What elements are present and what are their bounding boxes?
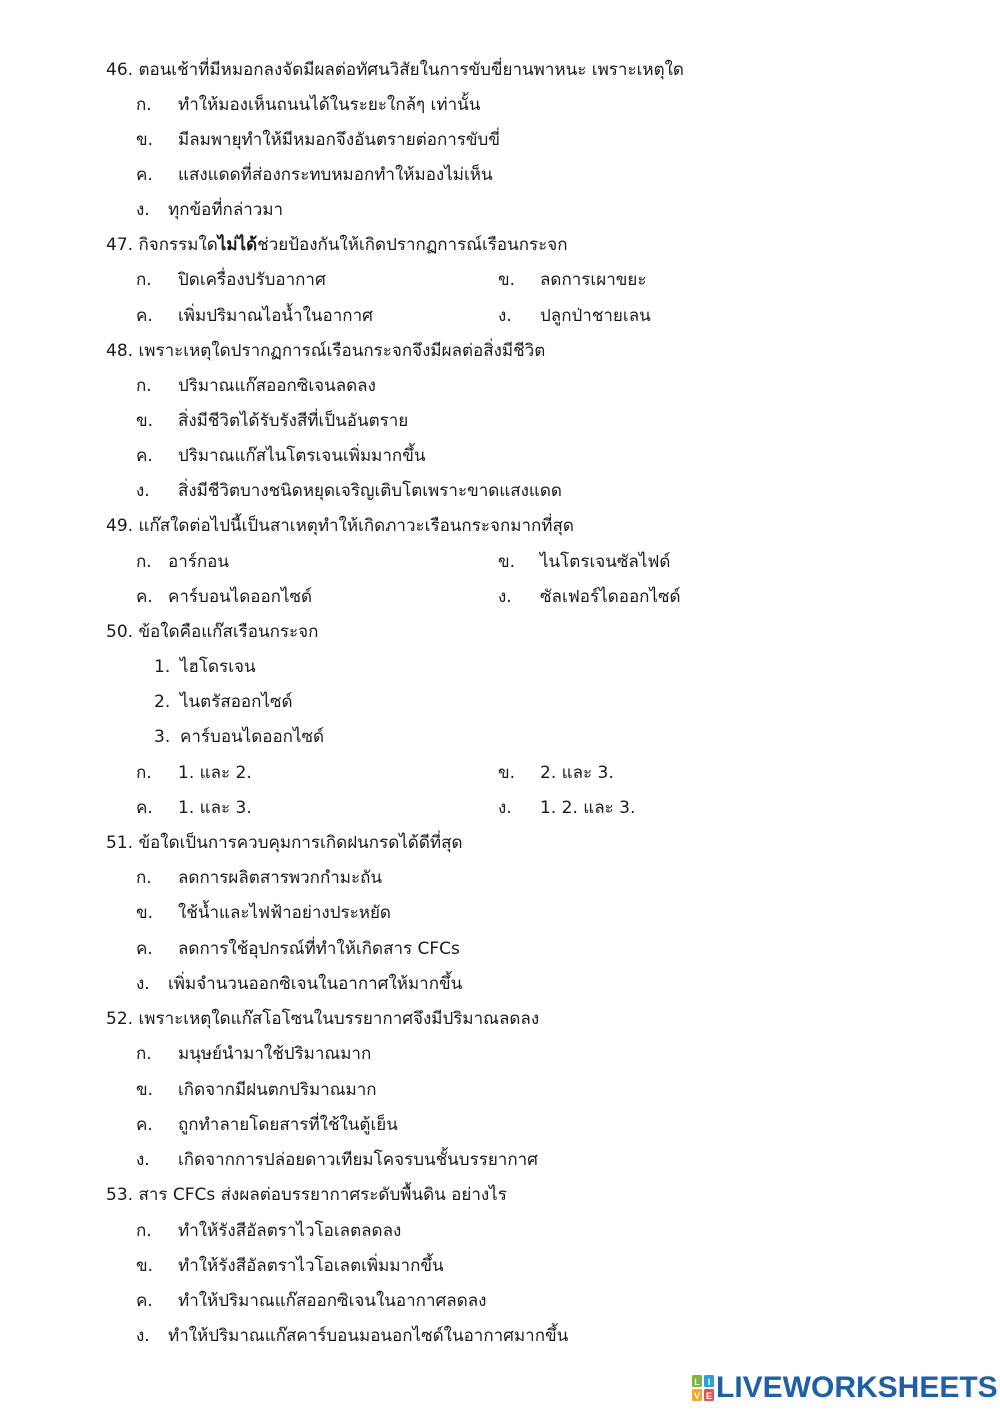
option-text: สิ่งมีชีวิตบางชนิดหยุดเจริญเติบโตเพราะขาดแสงแดด — [178, 481, 562, 501]
list-item-50-1 — [154, 656, 256, 678]
item-text: ไฮโดรเจน — [180, 657, 256, 677]
option-50-b[interactable] — [498, 762, 614, 784]
list-item-50-2 — [154, 691, 293, 713]
option-text: แสงแดดที่ส่องกระทบหมอกทำให้มองไม่เห็น — [178, 165, 493, 185]
option-label: ก. — [136, 763, 152, 783]
option-text: ทำให้รังสีอัลตราไวโอเลตลดลง — [178, 1221, 402, 1241]
item-label: 3. — [154, 727, 171, 747]
option-label: ก. — [136, 376, 152, 396]
option-label: ค. — [136, 306, 153, 326]
option-label: ค. — [136, 1115, 153, 1135]
option-text: สิ่งมีชีวิตได้รับรังสีที่เป็นอันตราย — [178, 411, 409, 431]
option-52-d[interactable] — [136, 1149, 538, 1171]
option-text: ซัลเฟอร์ไดออกไซด์ — [540, 587, 681, 607]
option-label: ค. — [136, 798, 153, 818]
option-53-d[interactable] — [136, 1325, 568, 1347]
option-label: ข. — [136, 1080, 154, 1100]
option-label: ก. — [136, 552, 152, 572]
option-46-a[interactable] — [136, 94, 480, 116]
question-51: 51. ข้อใดเป็นการควบคุมการเกิดฝนกรดได้ดีที่สุด — [106, 833, 463, 853]
option-label: ก. — [136, 270, 152, 290]
option-50-d[interactable] — [498, 797, 635, 819]
option-text: อาร์กอน — [168, 552, 230, 572]
option-50-c[interactable] — [136, 797, 252, 819]
option-46-b[interactable] — [136, 129, 500, 151]
option-label: ข. — [498, 270, 516, 290]
question-48: 48. เพราะเหตุใดปรากฏการณ์เรือนกระจกจึงมีผลต่อสิ่งมีชีวิต — [106, 341, 546, 361]
svg-text:I: I — [707, 1377, 711, 1387]
option-text: 1. และ 3. — [178, 798, 252, 818]
option-text: ถูกทำลายโดยสารที่ใช้ในตู้เย็น — [178, 1115, 398, 1135]
option-51-a[interactable] — [136, 867, 382, 889]
item-text: คาร์บอนไดออกไซด์ — [180, 727, 325, 747]
option-48-c[interactable] — [136, 445, 425, 467]
option-47-c[interactable] — [136, 305, 373, 327]
question-text: ช่วยป้องกันให้เกิดปรากฏการณ์เรือนกระจก — [257, 235, 568, 255]
option-label: ข. — [498, 763, 516, 783]
option-text: ใช้น้ำและไฟฟ้าอย่างประหยัด — [178, 903, 391, 923]
option-text: ปิดเครื่องปรับอากาศ — [178, 270, 326, 290]
option-52-c[interactable] — [136, 1114, 398, 1136]
option-46-d[interactable] — [136, 199, 283, 221]
option-text: มนุษย์นำมาใช้ปริมาณมาก — [178, 1044, 372, 1064]
option-label: ค. — [136, 1291, 153, 1311]
option-label: ค. — [136, 939, 153, 959]
option-53-b[interactable] — [136, 1255, 444, 1277]
option-text: 1. 2. และ 3. — [540, 798, 636, 818]
option-49-a[interactable] — [136, 551, 229, 573]
option-label: ข. — [136, 903, 154, 923]
option-text: ไนโตรเจนซัลไฟด์ — [540, 552, 671, 572]
option-label: ค. — [136, 446, 153, 466]
option-text: เพิ่มปริมาณไอน้ำในอากาศ — [178, 306, 373, 326]
option-text: ทำให้ปริมาณแก๊สคาร์บอนมอนอกไซด์ในอากาศมากขึ้น — [168, 1326, 569, 1346]
option-51-d[interactable] — [136, 973, 462, 995]
question-50: 50. ข้อใดคือแก๊สเรือนกระจก — [106, 622, 319, 642]
option-label: ก. — [136, 1044, 152, 1064]
question-text: 47. กิจกรรมใด — [106, 235, 218, 255]
option-label: ข. — [498, 552, 516, 572]
question-47 — [106, 234, 568, 256]
option-label: ง. — [136, 481, 150, 501]
option-text: ลดการผลิตสารพวกกำมะถัน — [178, 868, 383, 888]
option-text: ทำให้ปริมาณแก๊สออกซิเจนในอากาศลดลง — [178, 1291, 487, 1311]
question-53: 53. สาร CFCs ส่งผลต่อบรรยากาศระดับพื้นดิน อย่างไร — [106, 1185, 507, 1205]
option-label: ก. — [136, 1221, 152, 1241]
option-label: ง. — [498, 587, 512, 607]
option-53-a[interactable] — [136, 1220, 401, 1242]
svg-text:E: E — [705, 1391, 713, 1401]
item-label: 2. — [154, 692, 171, 712]
option-text: มีลมพายุทำให้มีหมอกจึงอันตรายต่อการขับขี่ — [178, 130, 500, 150]
option-49-b[interactable] — [498, 551, 670, 573]
liveworksheets-logo-icon — [692, 1375, 714, 1401]
liveworksheets-logo — [692, 1373, 998, 1403]
option-52-b[interactable] — [136, 1079, 377, 1101]
question-46: 46. ตอนเช้าที่มีหมอกลงจัดมีผลต่อทัศนวิสัยในการขับขี่ยานพาหนะ เพราะเหตุใด — [106, 60, 684, 80]
list-item-50-3 — [154, 726, 324, 748]
logo-wordmark: LIVEWORKSHEETS — [716, 1371, 998, 1404]
option-text: 2. และ 3. — [540, 763, 614, 783]
option-47-d[interactable] — [498, 305, 651, 327]
option-label: ง. — [136, 974, 150, 994]
option-51-b[interactable] — [136, 902, 391, 924]
option-48-d[interactable] — [136, 480, 562, 502]
option-text: ลดการเผาขยะ — [540, 270, 647, 290]
option-text: เกิดจากการปล่อยดาวเทียมโคจรบนชั้นบรรยากาศ — [178, 1150, 538, 1170]
option-48-a[interactable] — [136, 375, 376, 397]
option-49-d[interactable] — [498, 586, 681, 608]
question-emphasis: ไม่ได้ — [217, 235, 258, 255]
option-text: ลดการใช้อุปกรณ์ที่ทำให้เกิดสาร CFCs — [178, 939, 460, 959]
option-46-c[interactable] — [136, 164, 493, 186]
option-50-a[interactable] — [136, 762, 252, 784]
option-text: ปลูกป่าชายเลน — [540, 306, 651, 326]
option-label: ค. — [136, 165, 153, 185]
option-label: ง. — [136, 1326, 150, 1346]
option-text: ปริมาณแก๊สออกซิเจนลดลง — [178, 376, 376, 396]
option-47-b[interactable] — [498, 269, 646, 291]
option-49-c[interactable] — [136, 586, 312, 608]
option-label: ข. — [136, 130, 154, 150]
option-label: ก. — [136, 868, 152, 888]
option-48-b[interactable] — [136, 410, 408, 432]
option-53-c[interactable] — [136, 1290, 486, 1312]
svg-text:V: V — [693, 1391, 701, 1401]
option-text: ทำให้มองเห็นถนนได้ในระยะใกล้ๆ เท่านั้น — [178, 95, 481, 115]
item-text: ไนตรัสออกไซด์ — [180, 692, 293, 712]
option-label: ง. — [498, 306, 512, 326]
question-52: 52. เพราะเหตุใดแก๊สโอโซนในบรรยากาศจึงมีปริมาณลดลง — [106, 1009, 540, 1029]
option-label: ข. — [136, 1256, 154, 1276]
option-label: ง. — [136, 200, 150, 220]
option-47-a[interactable] — [136, 269, 326, 291]
question-49: 49. แก๊สใดต่อไปนี้เป็นสาเหตุทำให้เกิดภาวะเรือนกระจกมากที่สุด — [106, 516, 574, 536]
option-text: เกิดจากมีฝนตกปริมาณมาก — [178, 1080, 377, 1100]
option-text: ปริมาณแก๊สไนโตรเจนเพิ่มมากขึ้น — [178, 446, 426, 466]
option-label: ง. — [498, 798, 512, 818]
option-label: ค. — [136, 587, 153, 607]
svg-text:L: L — [694, 1377, 700, 1387]
option-51-c[interactable] — [136, 938, 460, 960]
option-label: ก. — [136, 95, 152, 115]
option-52-a[interactable] — [136, 1043, 371, 1065]
option-text: ทำให้รังสีอัลตราไวโอเลตเพิ่มมากขึ้น — [178, 1256, 444, 1276]
item-label: 1. — [154, 657, 171, 677]
option-text: ทุกข้อที่กล่าวมา — [168, 200, 284, 220]
option-text: เพิ่มจำนวนออกซิเจนในอากาศให้มากขึ้น — [168, 974, 463, 994]
option-label: ข. — [136, 411, 154, 431]
option-text: คาร์บอนไดออกไซด์ — [168, 587, 313, 607]
option-text: 1. และ 2. — [178, 763, 252, 783]
option-label: ง. — [136, 1150, 150, 1170]
